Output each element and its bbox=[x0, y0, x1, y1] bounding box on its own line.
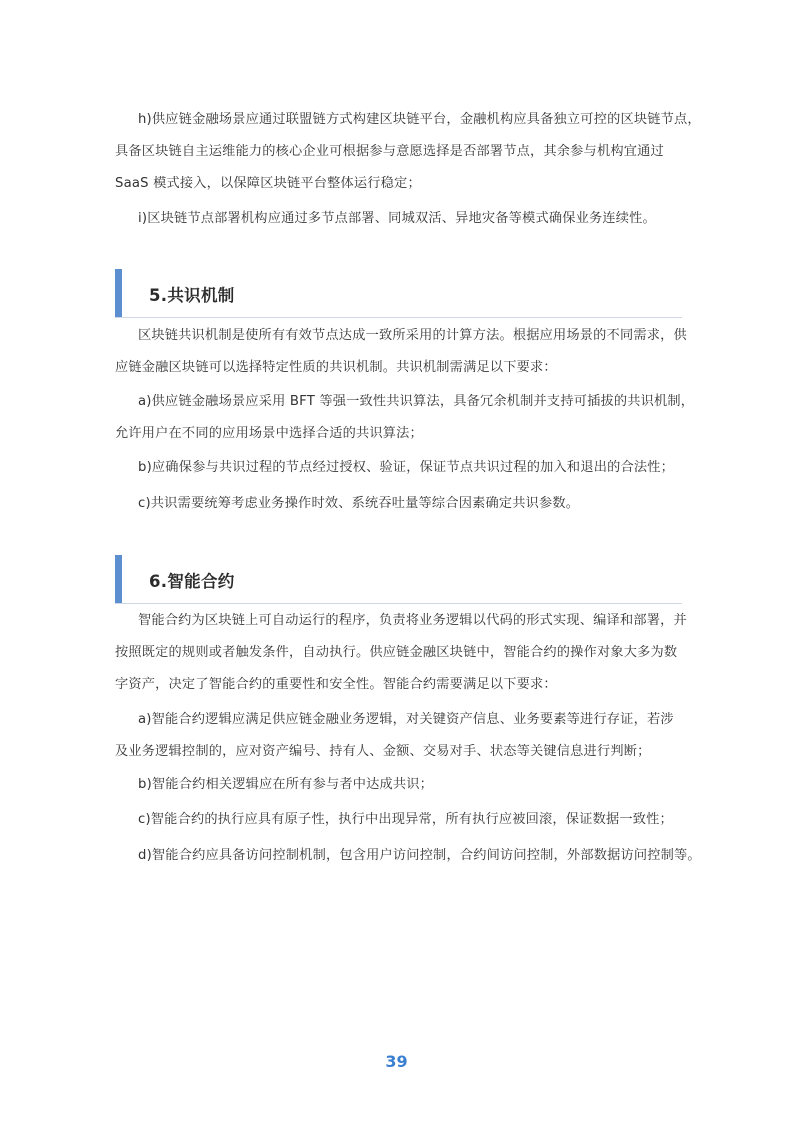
section-title: 6.智能合约 bbox=[149, 572, 235, 591]
section5-item-c bbox=[115, 488, 687, 520]
section6-item-a bbox=[115, 704, 687, 768]
paragraph-line: b)智能合约相关逻辑应在所有参与者中达成共识； bbox=[138, 777, 434, 792]
paragraph-line: 按照既定的规则或者触发条件，自动执行。供应链金融区块链中，智能合约的操作对象大多为数 bbox=[115, 645, 678, 660]
section6-item-b bbox=[115, 769, 687, 801]
paragraph-line: 允许用户在不同的应用场景中选择合适的共识算法； bbox=[115, 426, 423, 441]
section5-item-b bbox=[115, 452, 687, 484]
page-number: 39 bbox=[385, 1052, 408, 1071]
paragraph-h bbox=[115, 104, 701, 200]
paragraph-line: 具备区块链自主运维能力的核心企业可根据参与意愿选择是否部署节点，其余参与机构宜通过 bbox=[115, 144, 664, 159]
paragraph-line: 智能合约为区块链上可自动运行的程序，负责将业务逻辑以代码的形式实现、编译和部署，并 bbox=[138, 613, 687, 628]
section5-item-a bbox=[115, 386, 695, 450]
paragraph-i bbox=[115, 203, 687, 235]
section6-item-c bbox=[115, 804, 687, 836]
section-header-smart-contract bbox=[115, 555, 682, 604]
section-accent-bar bbox=[115, 269, 122, 317]
section5-intro bbox=[115, 320, 687, 384]
paragraph-line: i)区块链节点部署机构应通过多节点部署、同城双活、异地灾备等模式确保业务连续性。 bbox=[138, 211, 656, 226]
paragraph-line: c)智能合约的执行应具有原子性，执行中出现异常，所有执行应被回滚，保证数据一致性； bbox=[138, 812, 673, 827]
paragraph-line: 应链金融区块链可以选择特定性质的共识机制。共识机制需满足以下要求： bbox=[115, 360, 557, 375]
paragraph-line: 区块链共识机制是使所有有效节点达成一致所采用的计算方法。根据应用场景的不同需求，供 bbox=[138, 328, 687, 343]
paragraph-line: a)供应链金融场景应采用 BFT 等强一致性共识算法，具备冗余机制并支持可插拔的共识机制， bbox=[138, 394, 695, 409]
paragraph-line: a)智能合约逻辑应满足供应链金融业务逻辑，对关键资产信息、业务要素等进行存证，若涉 bbox=[138, 712, 674, 727]
paragraph-line: c)共识需要统筹考虑业务操作时效、系统吞吐量等综合因素确定共识参数。 bbox=[138, 496, 580, 511]
section-accent-bar bbox=[115, 555, 122, 603]
paragraph-line: 及业务逻辑控制的，应对资产编号、持有人、金额、交易对手、状态等关键信息进行判断； bbox=[115, 744, 651, 759]
paragraph-line: SaaS 模式接入，以保障区块链平台整体运行稳定； bbox=[115, 176, 421, 191]
section-header-consensus bbox=[115, 269, 682, 318]
section-title: 5.共识机制 bbox=[149, 286, 235, 305]
section6-item-d bbox=[115, 840, 701, 872]
paragraph-line: b)应确保参与共识过程的节点经过授权、验证，保证节点共识过程的加入和退出的合法性； bbox=[138, 460, 675, 475]
paragraph-line: 字资产，决定了智能合约的重要性和安全性。智能合约需要满足以下要求： bbox=[115, 677, 557, 692]
paragraph-line: d)智能合约应具备访问控制机制，包含用户访问控制，合约间访问控制，外部数据访问控制等。 bbox=[138, 848, 701, 863]
paragraph-line: h)供应链金融场景应通过联盟链方式构建区块链平台，金融机构应具备独立可控的区块链节点， bbox=[138, 112, 701, 127]
section6-intro bbox=[115, 605, 687, 701]
